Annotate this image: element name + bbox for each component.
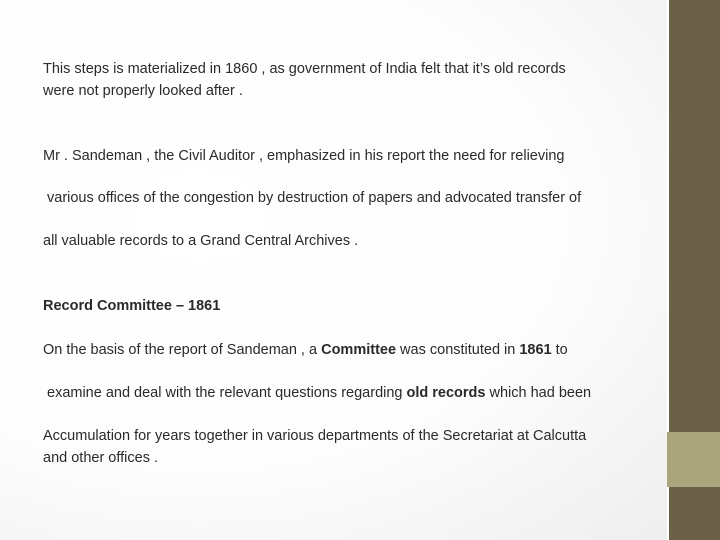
decorative-sidebar [667, 0, 720, 540]
paragraph3-line4: and other offices . [43, 450, 159, 466]
paragraph1-line1: This steps is materialized in 1860 , as government of India felt that it’s old records [43, 61, 566, 77]
paragraph3-line3: Accumulation for years together in various departments of the Secretariat at Calcutta [43, 428, 587, 444]
text-run: examine and deal with the relevant questions regarding [47, 385, 407, 401]
paragraph2-line3: all valuable records to a Grand Central Archives . [43, 233, 359, 249]
bold-committee: Committee [321, 342, 397, 358]
paragraph3-line2 [47, 383, 591, 403]
text-run: which had been [485, 385, 592, 401]
bold-old-records: old records [406, 385, 486, 401]
paragraph3-line1 [43, 340, 568, 360]
text-run: to [551, 342, 568, 358]
paragraph2-line1: Mr . Sandeman , the Civil Auditor , emphasized in his report the need for relieving [43, 148, 565, 164]
paragraph2-line2: various offices of the congestion by destruction of papers and advocated transfer of [47, 190, 582, 206]
text-run: was constituted in [396, 342, 520, 358]
text-run: On the basis of the report of Sandeman , a [43, 342, 322, 358]
bold-year: 1861 [519, 342, 552, 358]
section-heading: Record Committee – 1861 [43, 298, 221, 314]
sidebar-accent-block [667, 432, 720, 487]
paragraph1-line2: were not properly looked after . [43, 83, 243, 99]
